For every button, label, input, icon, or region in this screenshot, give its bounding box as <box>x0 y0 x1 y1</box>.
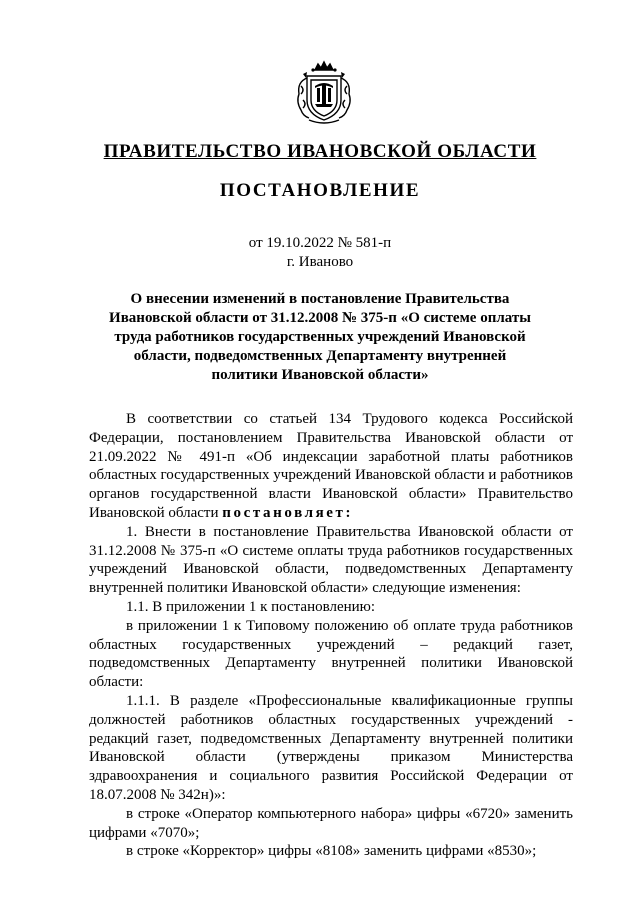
document-subject: О внесении изменений в постановление Правительства Ивановской области от 31.12.2008 № 375-п «О системе оплаты труда работников государственных учреждений Ивановской области, подведомственных Департаменту внутренней политики Ивановской области» <box>109 291 531 383</box>
paragraph-1-1: 1.1. В приложении 1 к постановлению: <box>126 598 376 615</box>
paragraph-appendix: в приложении 1 к Типовому положению об оплате труда работников областных государственных учреждений – редакций газет, подведомственных Департаменту внутренней политики Ивановской области: <box>89 617 573 691</box>
city: г. Иваново <box>286 254 354 270</box>
document-body <box>89 410 573 861</box>
paragraph-operator: в строке «Оператор компьютерного набора» цифры «6720» заменить цифрами «7070»; <box>89 805 573 841</box>
government-title: ПРАВИТЕЛЬСТВО ИВАНОВСКОЙ ОБЛАСТИ <box>103 141 537 162</box>
paragraph-corrector: в строке «Корректор» цифры «8108» заменить цифрами «8530»; <box>126 843 537 860</box>
document-type: ПОСТАНОВЛЕНИЕ <box>219 180 421 201</box>
date-number: от 19.10.2022 № 581-п <box>248 235 392 251</box>
document-meta <box>0 234 640 272</box>
preamble-text: В соответствии со статьей 134 Трудового кодекса Российской Федерации, постановлением Правительства Ивановской области от 21.09.2022 № 491-п «Об индексации заработной платы работников областных государственных учреждений Ивановской области и работников органов государственной власти Ивановской области» Правительство Ивановской области <box>89 411 573 521</box>
paragraph-1: 1. Внести в постановление Правительства Ивановской области от 31.12.2008 № 375-п «О системе оплаты труда работников государственных учреждений Ивановской области, подведомственных Департаменту внутренней политики Ивановской области» следующие изменения: <box>89 523 573 597</box>
paragraph-1-1-1: 1.1.1. В разделе «Профессиональные квалификационные группы должностей работников областных государственных учреждений - редакций газет, подведомственных Департаменту внутренней политики Ивановской области (утверждены приказом Министерства здравоохранения и социального развития Российской Федерации от 18.07.2008 № 342н)»: <box>89 692 573 803</box>
coat-of-arms-icon <box>293 60 355 126</box>
resolution-verb: постановляет: <box>222 504 354 521</box>
paragraph-preamble <box>89 410 573 523</box>
